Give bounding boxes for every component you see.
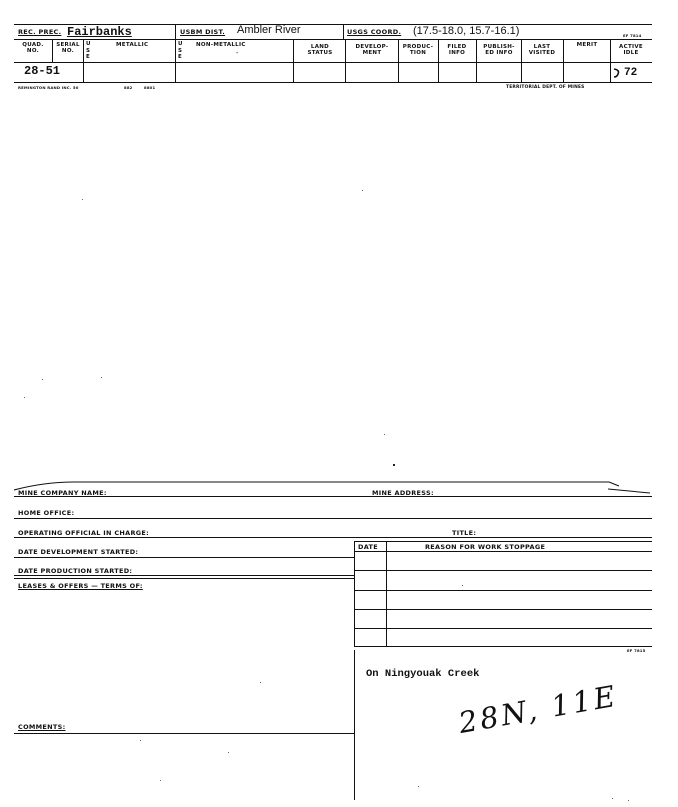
col-active-idle: ACTIVE IDLE xyxy=(619,44,643,56)
printer-credit: REMINGTON RAND INC. 50 xyxy=(18,85,79,90)
printer-code-1: 882 xyxy=(124,85,133,90)
col-merit: MERIT xyxy=(576,42,598,48)
col-land-status: LAND STATUS xyxy=(307,44,333,56)
date-development-label: DATE DEVELOPMENT STARTED: xyxy=(18,548,139,556)
handwritten-note xyxy=(456,678,621,750)
usgs-coord-label: USGS COORD. xyxy=(347,28,402,36)
rec-prec-label: REC. PREC. xyxy=(18,28,62,36)
handwritten-note-text: 28N, 11E xyxy=(456,678,621,740)
usgs-coord-value: (17.5-18.0, 15.7-16.1) xyxy=(413,25,520,37)
col-filed-info: FILED INFO xyxy=(447,44,467,56)
col-metallic: METALLIC xyxy=(116,42,149,48)
col-development: DEVELOP-MENT xyxy=(355,44,389,56)
form-number: EF 7814 xyxy=(623,33,642,38)
col-published-info: PUBLISH-ED INFO xyxy=(483,44,515,56)
operating-official-label: OPERATING OFFICIAL IN CHARGE: xyxy=(18,529,150,537)
home-office-label: HOME OFFICE: xyxy=(18,509,75,517)
col-non-metallic: NON-METALLIC xyxy=(196,42,246,48)
active-idle-value: 72 xyxy=(624,67,638,79)
date-header: DATE xyxy=(358,543,378,551)
mine-company-name-label: MINE COMPANY NAME: xyxy=(18,489,107,497)
non-metallic-dash: - xyxy=(236,50,239,57)
col-use-letters: U S E xyxy=(86,41,91,60)
leases-offers-label: LEASES & OFFERS — TERMS OF: xyxy=(18,582,143,590)
col-production: PRODUC-TION xyxy=(402,44,434,56)
comments-label: COMMENTS: xyxy=(18,723,66,731)
department-name: TERRITORIAL DEPT. OF MINES xyxy=(506,85,585,90)
col-quad-no: QUAD. NO. xyxy=(22,42,44,54)
rec-prec-value: Fairbanks xyxy=(67,25,132,39)
typed-note: On Ningyouak Creek xyxy=(366,668,480,680)
col-last-visited: LAST VISITED xyxy=(528,44,556,56)
usbm-dist-label: USBM DIST. xyxy=(180,28,226,36)
col-serial-no: SERIAL NO. xyxy=(56,42,80,54)
date-production-label: DATE PRODUCTION STARTED: xyxy=(18,567,133,575)
reason-header: REASON FOR WORK STOPPAGE xyxy=(425,543,546,551)
active-idle-mark-icon xyxy=(612,66,622,78)
printer-code-2: 8801 xyxy=(144,85,156,90)
quad-serial-value: 28-51 xyxy=(24,64,61,78)
card-torn-edge xyxy=(14,476,654,496)
usbm-dist-value: Ambler River xyxy=(237,24,301,36)
col-use-letters-nm: U S E xyxy=(178,41,183,60)
title-label: TITLE: xyxy=(452,529,477,537)
mine-address-label: MINE ADDRESS: xyxy=(372,489,434,497)
form-number-2: EF 7815 xyxy=(627,648,646,653)
